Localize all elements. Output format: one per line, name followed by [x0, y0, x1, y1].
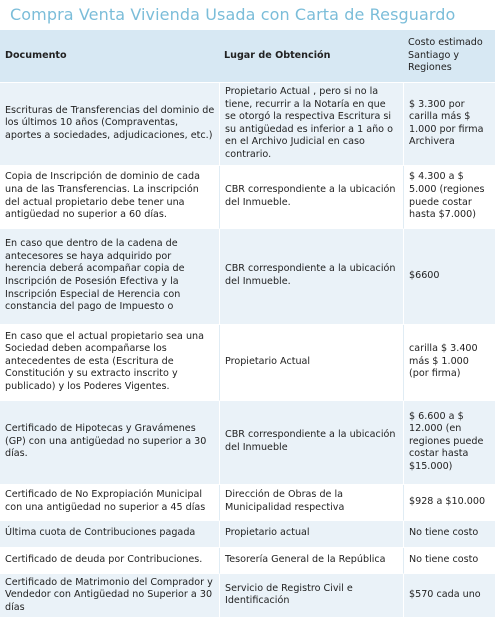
- cell-documento: Certificado de Hipotecas y Gravámenes (GP) con una antigüedad no superior a 30 días.: [0, 401, 219, 485]
- cell-costo: No tiene costo: [403, 548, 495, 574]
- cell-documento: En caso que el actual propietario sea una Sociedad deben acompañarse los antecedentes de esta (Escritura de Constitución y su extracto inscrito y publicado) y los Poderes Vigentes.: [0, 325, 219, 401]
- cell-documento: Certificado de Matrimonio del Comprador y Vendedor con Antigüedad no Superior a 30 días: [0, 574, 219, 619]
- table-row: [0, 325, 495, 401]
- cell-costo: $ 6.600 a $ 12.000 (en regiones puede costar hasta $15.000): [403, 401, 495, 485]
- cell-lugar: CBR correspondiente a la ubicación del Inmueble.: [219, 166, 403, 229]
- cell-lugar: Dirección de Obras de la Municipalidad respectiva: [219, 485, 403, 521]
- cell-costo: $ 4.300 a $ 5.000 (regiones puede costar hasta $7.000): [403, 166, 495, 229]
- cell-documento: Copia de Inscripción de dominio de cada una de las Transferencias. La inscripción del actual propietario debe tener una antigüedad no superior a 60 días.: [0, 166, 219, 229]
- header-costo: Costo estimado Santiago y Regiones: [403, 30, 495, 83]
- cell-costo: $928 a $10.000: [403, 485, 495, 521]
- table-row: [0, 521, 495, 548]
- cell-lugar: CBR correspondiente a la ubicación del Inmueble: [219, 401, 403, 485]
- cell-costo: No tiene costo: [403, 521, 495, 548]
- cell-documento: Última cuota de Contribuciones pagada: [0, 521, 219, 548]
- cell-costo: carilla $ 3.400 más $ 1.000 (por firma): [403, 325, 495, 401]
- cell-documento: En caso que dentro de la cadena de antecesores se haya adquirido por herencia deberá acompañar copia de Inscripción de Posesión Efectiva y la Inscripción Especial de Herencia con constancia del pago de Impuesto o: [0, 229, 219, 325]
- table-row: [0, 83, 495, 166]
- table-header-row: [0, 30, 495, 83]
- documents-table: [0, 30, 495, 618]
- table-row: [0, 229, 495, 325]
- header-lugar: Lugar de Obtención: [219, 30, 403, 83]
- table-row: [0, 548, 495, 574]
- cell-lugar: CBR correspondiente a la ubicación del Inmueble.: [219, 229, 403, 325]
- cell-lugar: Servicio de Registro Civil e Identificación: [219, 574, 403, 619]
- table-row: [0, 401, 495, 485]
- cell-documento: Escrituras de Transferencias del dominio de los últimos 10 años (Compraventas, aportes a sociedades, adjudicaciones, etc.): [0, 83, 219, 166]
- cell-lugar: Propietario Actual , pero si no la tiene, recurrir a la Notaría en que se otorgó la respectiva Escritura si su antigüedad es inferior a 1 año o en el Archivo Judicial en caso contrario.: [219, 83, 403, 166]
- cell-costo: $ 3.300 por carilla más $ 1.000 por firma Archivera: [403, 83, 495, 166]
- table-row: [0, 485, 495, 521]
- cell-documento: Certificado de No Expropiación Municipal con una antigüedad no superior a 45 días: [0, 485, 219, 521]
- page-title: Compra Venta Vivienda Usada con Carta de Resguardo: [10, 5, 456, 24]
- cell-costo: $570 cada uno: [403, 574, 495, 619]
- cell-costo: $6600: [403, 229, 495, 325]
- header-documento: Documento: [0, 30, 219, 83]
- cell-lugar: Tesorería General de la República: [219, 548, 403, 574]
- cell-lugar: Propietario Actual: [219, 325, 403, 401]
- table-row: [0, 166, 495, 229]
- cell-lugar: Propietario actual: [219, 521, 403, 548]
- table-row: [0, 574, 495, 619]
- cell-documento: Certificado de deuda por Contribuciones.: [0, 548, 219, 574]
